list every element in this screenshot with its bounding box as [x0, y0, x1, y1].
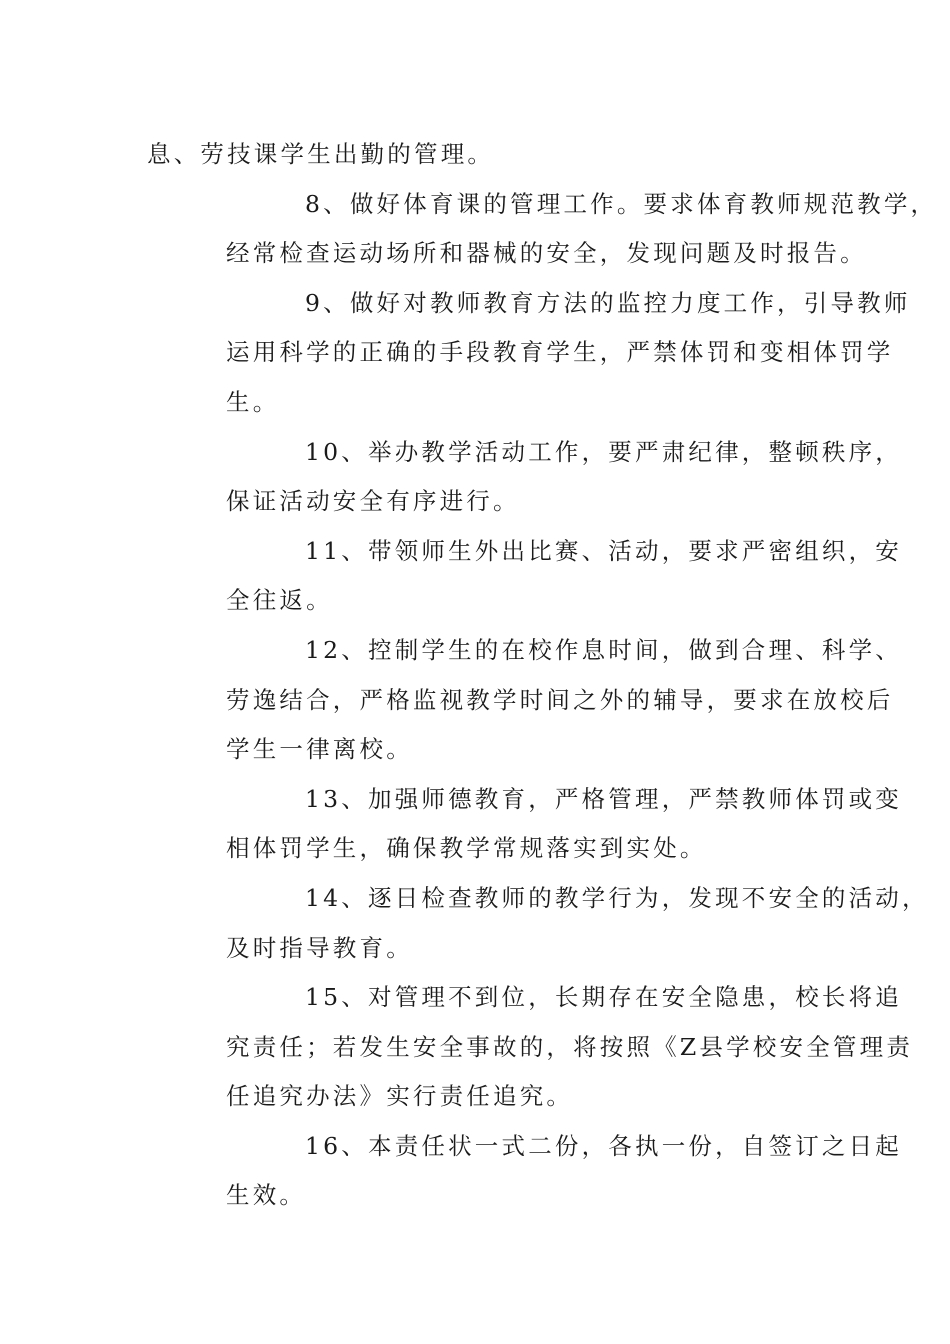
- text-line: 10、举办教学活动工作，要严肃纪律，整顿秩序，: [305, 437, 903, 466]
- text-line: 8、做好体育课的管理工作。要求体育教师规范教学，: [305, 189, 938, 218]
- text-line: 经常检查运动场所和器械的安全，发现问题及时报告。: [226, 239, 867, 268]
- text-line: 13、加强师德教育，严格管理，严禁教师体罚或变: [305, 784, 903, 813]
- text-line: 生效。: [226, 1181, 307, 1210]
- text-line: 9、做好对教师教育方法的监控力度工作，引导教师: [305, 288, 911, 317]
- paragraph-15: [147, 973, 914, 1122]
- text-line: 学生一律离校。: [226, 735, 413, 764]
- paragraph-7-continued: [147, 130, 812, 180]
- text-line: 14、逐日检查教师的教学行为，发现不安全的活动，: [305, 883, 929, 912]
- text-line: 16、本责任状一式二份，各执一份，自签订之日起: [305, 1131, 903, 1160]
- text-line: 及时指导教育。: [226, 933, 413, 962]
- text-line: 任追究办法》实行责任追究。: [226, 1082, 574, 1111]
- text-line: 运用科学的正确的手段教育学生，严禁体罚和变相体罚学: [226, 338, 894, 367]
- text-line: 生。: [226, 387, 280, 416]
- paragraph-11: [147, 527, 903, 626]
- paragraph-9: [147, 279, 911, 428]
- paragraph-14: [147, 874, 929, 973]
- text-line: 息、劳技课学生出勤的管理。: [147, 140, 495, 168]
- paragraph-13: [147, 775, 903, 874]
- paragraph-8: [147, 180, 938, 279]
- text-line: 相体罚学生，确保教学常规落实到实处。: [226, 834, 707, 863]
- paragraph-12: [147, 626, 903, 775]
- text-line: 保证活动安全有序进行。: [226, 487, 520, 516]
- text-line: 劳逸结合，严格监视教学时间之外的辅导，要求在放校后: [226, 685, 894, 714]
- text-line: 12、控制学生的在校作息时间，做到合理、科学、: [305, 635, 903, 664]
- paragraph-16: [147, 1122, 903, 1221]
- text-line: 15、对管理不到位，长期存在安全隐患，校长将追: [305, 983, 903, 1012]
- text-line: 全往返。: [226, 586, 333, 615]
- text-line: 11、带领师生外出比赛、活动，要求严密组织，安: [305, 536, 903, 565]
- paragraph-10: [147, 428, 903, 527]
- text-line: 究责任；若发生安全事故的，将按照《Z县学校安全管理责: [226, 1032, 914, 1061]
- document-body: [147, 130, 938, 1221]
